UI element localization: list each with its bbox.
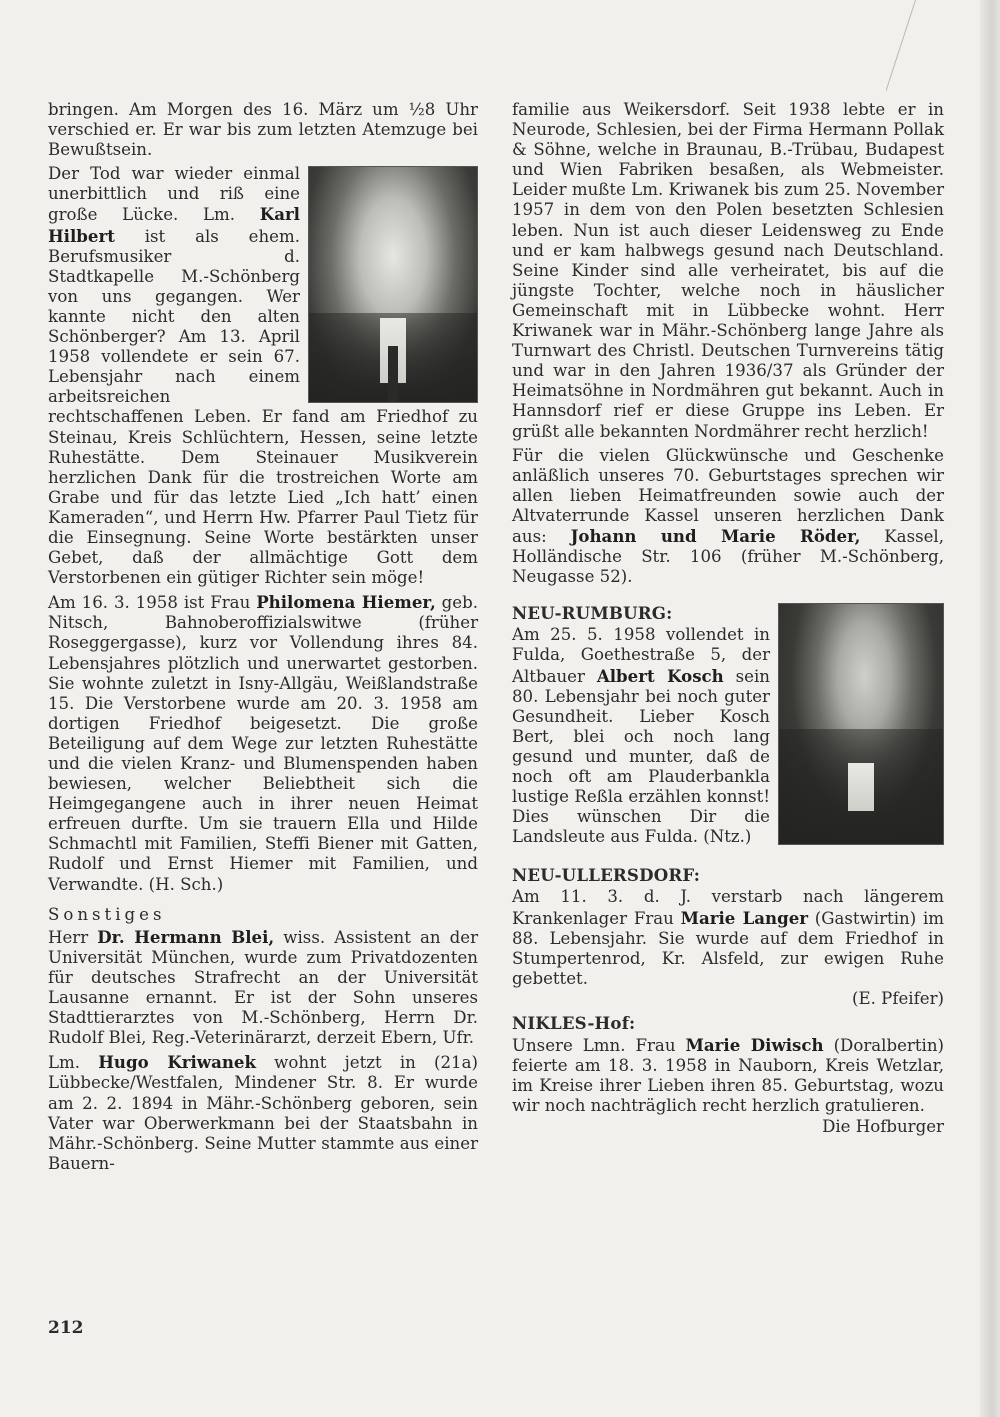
person-name: Marie Diwisch — [685, 1035, 824, 1056]
roeder-paragraph: Für die vielen Glückwünsche und Geschenke anläßlich unseres 70. Geburtstages sprechen wir allen lieben Heimatfreunden sowie auch der Altvaterrunde Kassel unseren herzlichen Dank aus: Johann und Marie Röder, Kassel, Holländische Str. 106 (früher M.-Schönberg, Neugasse 52). — [512, 445, 945, 587]
section-heading-sonstiges: Sonstiges — [48, 904, 166, 924]
person-name: Marie Langer — [680, 907, 809, 928]
left-column — [48, 100, 478, 1178]
right-column — [512, 100, 944, 1141]
hiemer-paragraph: Am 16. 3. 1958 ist Frau Philomena Hiemer, geb. Nitsch, Bahnoberoffizialswitwe (früher Roseggergasse), kurz vor Vollendung ihres 84. Lebensjahres plötzlich und unerwartet gestorben. Sie wohnte zuletzt in Isny-Allgäu, Weißlandstraße 15. Die Verstorbene wurde am 20. 3. 1958 am dortigen Friedhof beigesetzt. Die große Beteiligung auf dem Wege zur letzten Ruhestätte und die vielen Kranz- und Blumenspenden haben bewiesen, welcher Beliebtheit sich die Heimgegangene auch in ihrer neuen Heimat erfreuen durfte. Um sie trauern Ella und Hilde Schmachtl mit Familien, Steffi Biener mit Gatten, Rudolf und Ernst Hiemer mit Familien, und Verwandte. (H. Sch.) — [48, 592, 478, 894]
diwisch-paragraph: Unsere Lmn. Frau Marie Diwisch (Doralbertin) feierte am 18. 3. 1958 in Nauborn, Kreis Wetzlar, im Kreise ihrer Lieben ihren 85. Geburtstag, wozu wir noch nachträglich recht herzlich gratulieren. — [512, 1035, 944, 1116]
paper-crease — [886, 0, 916, 91]
hilbert-paragraph: Der Tod war wieder einmal unerbittlich und riß eine große Lücke. Lm. Karl Hilbert ist als ehem. Berufsmusiker d. Stadtkapelle M.-Schönberg von uns gegangen. Wer kannte nicht den alten Schönberger? Am 13. April 1958 vollendete er sein 67. Lebensjahr nach einem arbeitsreichen rechtschaffenen Leben. Er fand am Friedhof zu Steinau, Kreis Schlüchtern, Hessen, seine letzte Ruhestätte. Dem Steinauer Musikverein herzlichen Dank für die trostreichen Worte am Grabe und für das letzte Lied „Ich hatt’ einen Kameraden“, und Herrn Hw. Pfarrer Paul Tietz für die Einsegnung. Seine Worte bestärkten unser Gebet, daß der allmächtige Gott dem Verstorbenen ein gütiger Richter sein möge! — [48, 164, 478, 588]
section-heading-neu-rumburg: NEU-RUMBURG: — [512, 603, 673, 624]
hilbert-article — [48, 164, 478, 588]
signature: (E. Pfeifer) — [852, 988, 944, 1008]
albert-kosch-photo — [778, 603, 944, 845]
neu-ullersdorf-section — [512, 865, 944, 1009]
nikles-hof-section — [512, 1013, 944, 1137]
signature: Die Hofburger — [822, 1116, 944, 1136]
person-name: Johann und Marie Röder, — [570, 525, 861, 546]
section-heading-nikles-hof: NIKLES-Hof: — [512, 1013, 636, 1034]
langer-paragraph: Am 11. 3. d. J. verstarb nach längerem Krankenlager Frau Marie Langer (Gastwirtin) im 88. Lebensjahr. Sie wurde auf dem Friedhof in Stumpertenrod, Kr. Alsfeld, zur ewigen Ruhe gebettet. — [512, 887, 944, 988]
kriwanek-paragraph: Lm. Hugo Kriwanek wohnt jetzt in (21a) Lübbecke/Westfalen, Mindener Str. 8. Er wurde am 2. 2. 1894 in Mähr.-Schönberg geboren, sein Vater war Oberwerkmann bei der Staatsbahn in Mähr.-Schönberg. Seine Mutter stammte aus einer Bauern- — [48, 1052, 478, 1173]
person-name: Dr. Hermann Blei, — [97, 926, 275, 947]
neu-rumburg-section — [512, 603, 944, 847]
intro-paragraph: bringen. Am Morgen des 16. März um ½8 Uhr verschied er. Er war bis zum letzten Atemzuge bei Bewußtsein. — [48, 100, 478, 160]
blei-paragraph: Herr Dr. Hermann Blei, wiss. Assistent an der Universität München, wurde zum Privatdozenten für deutsches Strafrecht an der Universität Lausanne ernannt. Er ist der Sohn unseres Stadttierarztes von M.-Schönberg, Herrn Dr. Rudolf Blei, Reg.-Veterinärarzt, derzeit Ebern, Ufr. — [48, 926, 479, 1048]
karl-hilbert-photo — [308, 166, 478, 403]
section-heading-neu-ullersdorf: NEU-ULLERSDORF: — [512, 865, 701, 886]
kosch-paragraph: Am 25. 5. 1958 vollendet in Fulda, Goethestraße 5, der Altbauer Albert Kosch sein 80. Lebensjahr bei noch guter Gesundheit. Lieber Kosch Bert, blei och noch lang gesund und munter, daß de noch oft am Plauderbankla lustige Reßla erzählen konnst! Dies wünschen Dir die Landsleute aus Fulda. (Ntz.) — [512, 625, 770, 847]
page-binding-edge — [980, 0, 1000, 1417]
person-name: Hugo Kriwanek — [98, 1052, 256, 1073]
person-name: Philomena Hiemer, — [256, 592, 436, 613]
person-name: Karl Hilbert — [48, 204, 300, 246]
kriwanek-continued-paragraph: familie aus Weikersdorf. Seit 1938 lebte er in Neurode, Schlesien, bei der Firma Hermann Pollak & Söhne, welche in Braunau, B.-Trübau, Budapest und Wien Fabriken besaßen, als Webmeister. Leider mußte Lm. Kriwanek bis zum 25. November 1957 in dem von den Polen besetzten Schlesien leben. Nun ist auch dieser Leidensweg zu Ende und er kam halbwegs gesund nach Deutschland. Seine Kinder sind alle verheiratet, bis auf die jüngste Tochter, welche noch in häuslicher Gemeinschaft mit in Lübbecke wohnt. Herr Kriwanek war in Mähr.-Schönberg lange Jahre als Turnwart des Christl. Deutschen Turnvereins tätig und war in den Jahren 1936/37 als Gründer der Heimatsöhne in Nordmähren gut bekannt. Auch in Hannsdorf rief er diese Gruppe ins Leben. Er grüßt alle bekannten Nordmährer recht herzlich! — [512, 100, 944, 441]
person-name: Albert Kosch — [596, 665, 724, 686]
page-number: 212 — [48, 1318, 84, 1338]
